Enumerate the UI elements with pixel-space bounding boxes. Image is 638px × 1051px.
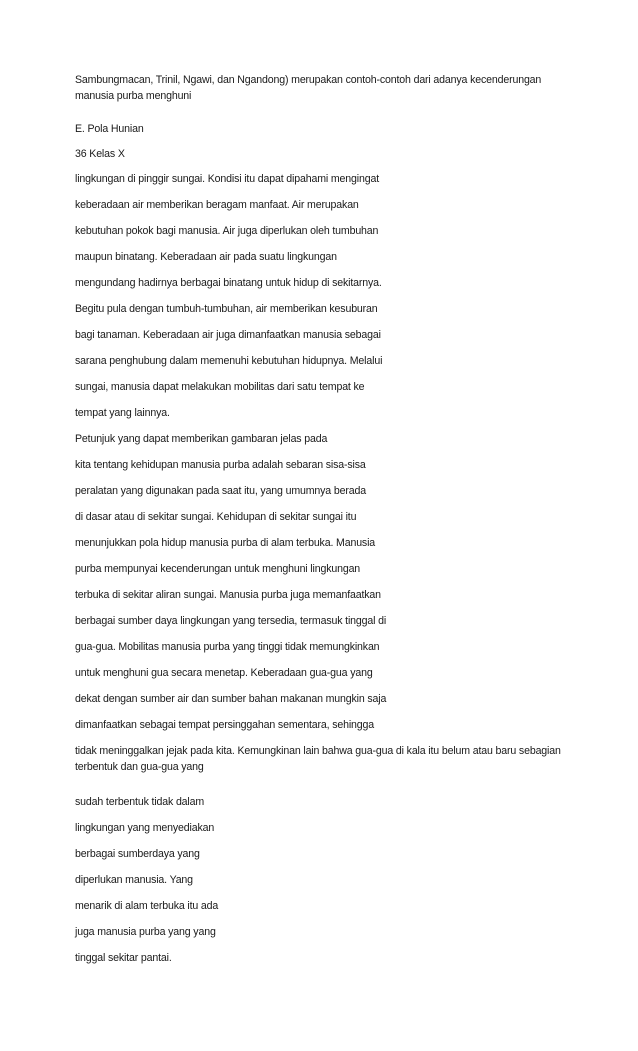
body-line: menunjukkan pola hidup manusia purba di alam terbuka. Manusia <box>75 537 376 549</box>
long-line: tidak meninggalkan jejak pada kita. Kemungkinan lain bahwa gua-gua di kala itu belum atau baru sebagian terbentuk dan gua-gua yang <box>75 745 561 773</box>
body-line: terbuka di sekitar aliran sungai. Manusia purba juga memanfaatkan <box>75 589 381 601</box>
body-line: dimanfaatkan sebagai tempat persinggahan sementara, sehingga <box>75 719 375 731</box>
body-line: bagi tanaman. Keberadaan air juga dimanfaatkan manusia sebagai <box>75 329 381 341</box>
closing-line: lingkungan yang menyediakan <box>75 822 215 834</box>
closing-line: berbagai sumberdaya yang <box>75 848 200 860</box>
body-line: Petunjuk yang dapat memberikan gambaran jelas pada <box>75 433 328 445</box>
body-line: keberadaan air memberikan beragam manfaat. Air merupakan <box>75 199 359 211</box>
body-line: di dasar atau di sekitar sungai. Kehidupan di sekitar sungai itu <box>75 511 357 523</box>
body-line: purba mempunyai kecenderungan untuk menghuni lingkungan <box>75 563 361 575</box>
closing-line: juga manusia purba yang yang <box>75 926 216 938</box>
closing-line: diperlukan manusia. Yang <box>75 874 193 886</box>
body-line: Begitu pula dengan tumbuh-tumbuhan, air memberikan kesuburan <box>75 303 378 315</box>
body-line: lingkungan di pinggir sungai. Kondisi itu dapat dipahami mengingat <box>75 173 380 185</box>
closing-line: tinggal sekitar pantai. <box>75 952 172 964</box>
body-line: tempat yang lainnya. <box>75 407 170 419</box>
body-line: untuk menghuni gua secara menetap. Keberadaan gua-gua yang <box>75 667 373 679</box>
body-line: maupun binatang. Keberadaan air pada suatu lingkungan <box>75 251 337 263</box>
body-line: kita tentang kehidupan manusia purba adalah sebaran sisa-sisa <box>75 459 366 471</box>
body-line: mengundang hadirnya berbagai binatang untuk hidup di sekitarnya. <box>75 277 382 289</box>
body-line: sungai, manusia dapat melakukan mobilitas dari satu tempat ke <box>75 381 365 393</box>
body-line: dekat dengan sumber air dan sumber bahan makanan mungkin saja <box>75 693 387 705</box>
body-line: gua-gua. Mobilitas manusia purba yang tinggi tidak memungkinkan <box>75 641 380 653</box>
body-line: berbagai sumber daya lingkungan yang tersedia, termasuk tinggal di <box>75 615 387 627</box>
body-line: kebutuhan pokok bagi manusia. Air juga diperlukan oleh tumbuhan <box>75 225 379 237</box>
closing-line: sudah terbentuk tidak dalam <box>75 796 205 808</box>
body-line: peralatan yang digunakan pada saat itu, yang umumnya berada <box>75 485 366 497</box>
page-label: 36 Kelas X <box>75 148 125 160</box>
intro-paragraph: Sambungmacan, Trinil, Ngawi, dan Ngandong) merupakan contoh-contoh dari adanya kecenderungan manusia purba menghuni <box>75 74 542 102</box>
section-heading: E. Pola Hunian <box>75 123 144 135</box>
closing-line: menarik di alam terbuka itu ada <box>75 900 219 912</box>
body-line: sarana penghubung dalam memenuhi kebutuhan hidupnya. Melalui <box>75 355 383 367</box>
